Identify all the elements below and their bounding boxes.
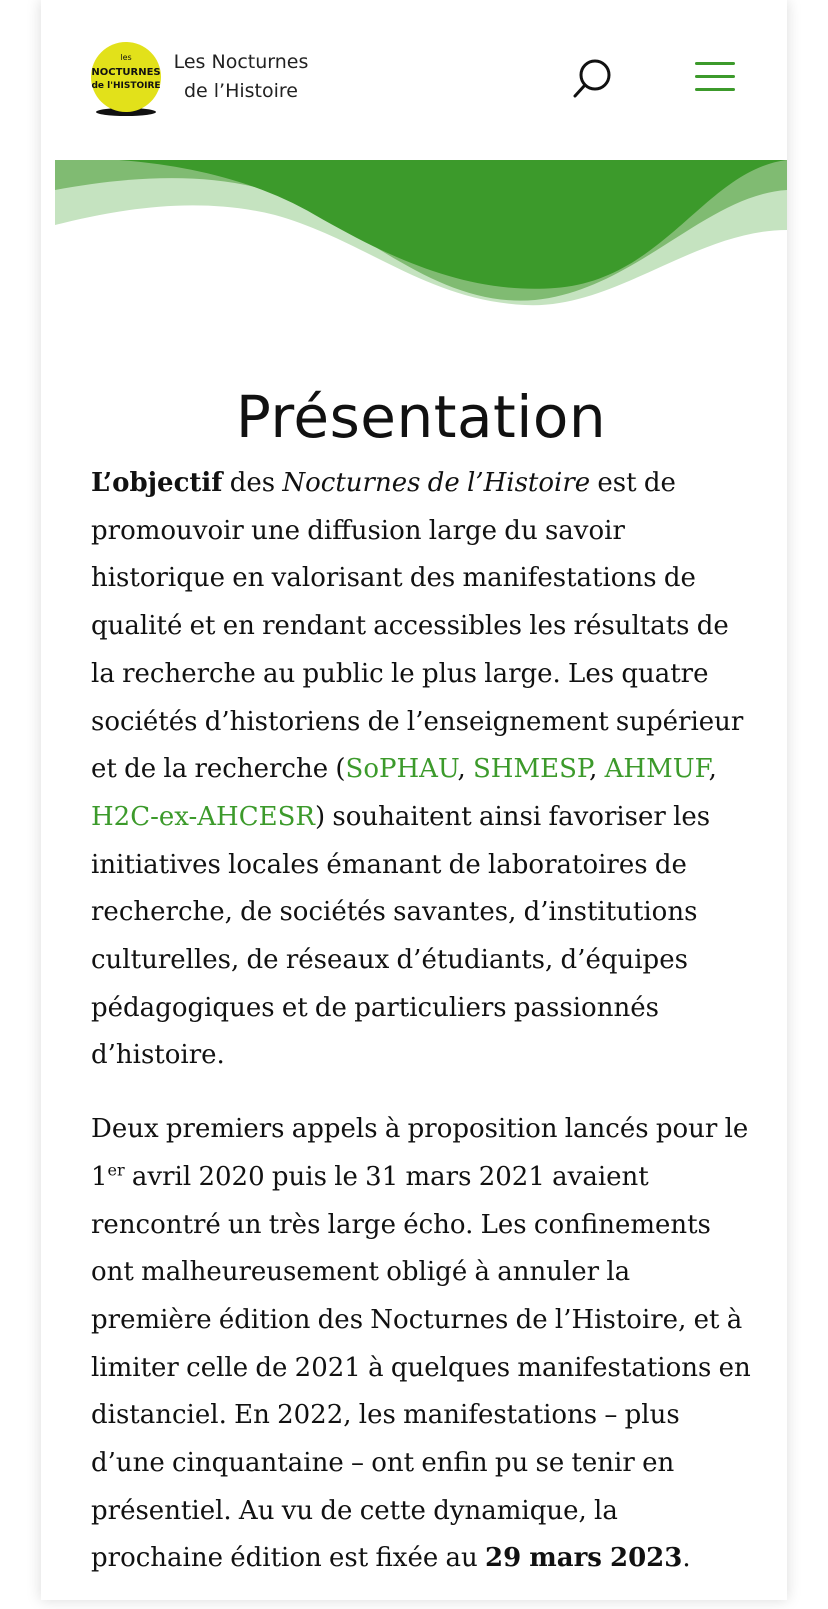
- intro-paragraph: L’objectif des Nocturnes de l’Histoire est de promouvoir une diffusion large du savoir historique en valorisant des manifestations de qualité et en rendant accessibles les résultats de la recherche au public le plus large. Les quatre sociétés d’historiens de l’enseignement supérieur et de la recherche (SoPHAU, SHMESP, AHMUF, H2C-ex-AHCESR) souhaitent ainsi favoriser les initiatives locales émanant de laboratoires de recherche, de sociétés savantes, d’institutions culturelles, de réseaux d’étudiants, d’équipes pédagogiques et de particuliers passionnés d’histoire.: [91, 468, 744, 1071]
- event-name: Nocturnes de l’Histoire: [282, 468, 591, 498]
- logo-text-line1: les: [120, 53, 132, 62]
- link-h2c-ex-ahcesr[interactable]: H2C-ex-AHCESR: [91, 801, 315, 832]
- history-paragraph: Deux premiers appels à proposition lancés pour le 1er avril 2020 puis le 31 mars 2021 avaient rencontré un très large écho. Les confinements ont malheureusement obligé à annuler la première édition des Nocturnes de l’Histoire, et à limiter celle de 2021 à quelques manifestations en distanciel. En 2022, les manifestations – plus d’une cinquantaine – ont enfin pu se tenir en présentiel. Au vu de cette dynamique, la prochaine édition est fixée au 29 mars 2023.: [91, 1114, 751, 1574]
- menu-button[interactable]: [695, 60, 737, 94]
- site-name[interactable]: [171, 48, 311, 106]
- site-header: [41, 0, 787, 160]
- link-ahmuf[interactable]: AHMUF: [604, 754, 709, 785]
- search-button[interactable]: [573, 58, 613, 100]
- page-container: [41, 0, 787, 1600]
- site-name-line1: Les Nocturnes: [173, 51, 309, 73]
- site-name-line2: de l’Histoire: [183, 80, 298, 102]
- search-icon: [573, 58, 613, 100]
- link-shmesp[interactable]: SHMESP: [472, 754, 590, 785]
- decorative-wave-banner: [55, 160, 787, 310]
- page-title: Présentation: [235, 383, 607, 451]
- link-sophau[interactable]: SoPHAU: [345, 754, 458, 785]
- logo-text-line3: de l'HISTOIRE: [91, 81, 161, 91]
- next-edition-date: 29 mars 2023: [485, 1543, 683, 1574]
- logo-text-line2: NOCTURNES: [91, 67, 161, 78]
- objective-lead: L’objectif: [91, 468, 223, 498]
- main-content: [91, 380, 751, 1609]
- site-logo[interactable]: [90, 41, 162, 117]
